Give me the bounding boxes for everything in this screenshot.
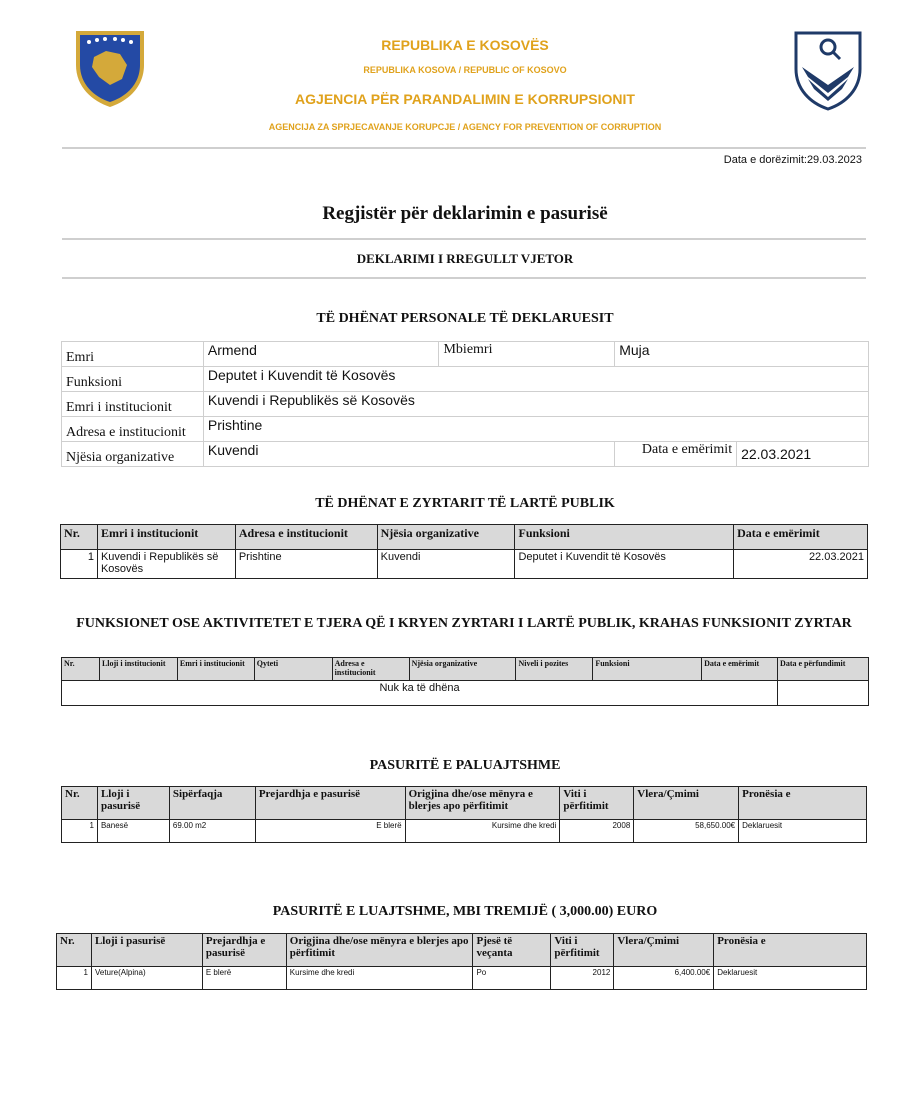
cell-acquisition-year: 2008: [560, 820, 634, 843]
col-nr: Nr.: [57, 934, 92, 967]
table-row: [57, 967, 867, 990]
document-title: Regjistër për deklarimin e pasurisë: [322, 203, 608, 224]
cell-appointment-date: 22.03.2021: [734, 550, 868, 579]
cell-nr: 1: [61, 550, 98, 579]
function-value: Deputet i Kuvendit të Kosovës: [203, 367, 868, 392]
movable-assets-section-title: PASURITË E LUAJTSHME, MBI TREMIJË ( 3,000.00) EURO: [272, 904, 658, 919]
cell-asset-type: Veture(Alpina): [91, 967, 202, 990]
col-acquisition-year: Viti i përfitimit: [551, 934, 614, 967]
address-label: Adresa e institucionit: [62, 417, 204, 442]
col-organizational-unit: Njësia organizative: [409, 658, 516, 681]
cell-asset-origin: E blerë: [255, 820, 405, 843]
agency-logo-icon: [790, 27, 866, 113]
cell-value: 58,650.00€: [634, 820, 739, 843]
unit-value: Kuvendi: [203, 442, 614, 467]
institution-label: Emri i institucionit: [62, 392, 204, 417]
institution-value: Kuvendi i Republikës së Kosovës: [203, 392, 868, 417]
kosovo-coat-of-arms-icon: [72, 27, 148, 109]
cell-nr: 1: [57, 967, 92, 990]
col-position-level: Niveli i pozites: [516, 658, 593, 681]
movable-assets-table: [56, 933, 867, 990]
col-acquisition-year: Viti i përfitimit: [560, 787, 634, 820]
subtitle-divider: [62, 277, 866, 279]
col-organizational-unit: Njësia organizative: [377, 525, 515, 550]
function-label: Funksioni: [62, 367, 204, 392]
personal-row-function: [62, 367, 869, 392]
submission-date: Data e dorëzimit:29.03.2023: [723, 154, 862, 166]
surname-value: Muja: [615, 342, 869, 367]
col-value: Vlera/Çmimi: [614, 934, 714, 967]
personal-row-institution: [62, 392, 869, 417]
name-value: Armend: [203, 342, 439, 367]
official-table-header: [61, 525, 868, 550]
no-data-cell: Nuk ka të dhëna: [62, 681, 778, 706]
col-institution-address: Adresa e institucionit: [332, 658, 409, 681]
cell-acquisition-method: Kursime dhe kredi: [286, 967, 473, 990]
personal-section-title: TË DHËNAT PERSONALE TË DEKLARUESIT: [316, 311, 614, 326]
col-institution-name: Emri i institucionit: [177, 658, 254, 681]
address-value: Prishtine: [203, 417, 868, 442]
col-appointment-date: Data e emërimit: [734, 525, 868, 550]
cell-special-parts: Po: [473, 967, 551, 990]
header-title-republic: REPUBLIKA E KOSOVËS: [381, 37, 549, 53]
other-functions-table-header: [62, 658, 869, 681]
col-value: Vlera/Çmimi: [634, 787, 739, 820]
cell-acquisition-year: 2012: [551, 967, 614, 990]
cell-value: 6,400.00€: [614, 967, 714, 990]
other-functions-section-title: FUNKSIONET OSE AKTIVITETET E TJERA QË I KRYEN ZYRTARI I LARTË PUBLIK, KRAHAS FUNKSIONIT ZYRTAR: [76, 616, 852, 631]
col-area: Sipërfaqja: [169, 787, 255, 820]
col-asset-type: Lloji i pasurisë: [91, 934, 202, 967]
table-row: [62, 681, 869, 706]
appointment-label: Data e emërimit: [615, 442, 737, 467]
cell-institution-name: Kuvendi i Republikës së Kosovës: [97, 550, 235, 579]
personal-row-name: [62, 342, 869, 367]
table-row: [61, 550, 868, 579]
appointment-value: 22.03.2021: [737, 442, 869, 467]
cell-area: 69.00 m2: [169, 820, 255, 843]
cell-function: Deputet i Kuvendit të Kosovës: [515, 550, 734, 579]
col-institution-name: Emri i institucionit: [97, 525, 235, 550]
col-special-parts: Pjesë të veçanta: [473, 934, 551, 967]
declaration-type: DEKLARIMI I RREGULLT VJETOR: [356, 251, 574, 266]
immovable-assets-section-title: PASURITË E PALUAJTSHME: [369, 758, 561, 773]
cell-acquisition-method: Kursime dhe kredi: [405, 820, 560, 843]
surname-label: Mbiemri: [439, 342, 615, 367]
col-function: Funksioni: [515, 525, 734, 550]
col-nr: Nr.: [62, 787, 98, 820]
other-functions-table: [61, 657, 869, 706]
col-nr: Nr.: [62, 658, 100, 681]
col-nr: Nr.: [61, 525, 98, 550]
col-ownership: Pronësia e: [739, 787, 867, 820]
official-data-table: [60, 524, 868, 579]
col-city: Qyteti: [254, 658, 332, 681]
col-institution-address: Adresa e institucionit: [235, 525, 377, 550]
col-end-date: Data e përfundimit: [778, 658, 869, 681]
personal-data-table: [61, 341, 869, 467]
official-section-title: TË DHËNAT E ZYRTARIT TË LARTË PUBLIK: [315, 496, 615, 511]
empty-cell: [778, 681, 869, 706]
header-title-agency-translations: AGENCIJA ZA SPRJECAVANJE KORUPCJE / AGENCY FOR PREVENTION OF CORRUPTION: [268, 122, 662, 132]
cell-asset-origin: E blerë: [202, 967, 286, 990]
title-divider: [62, 238, 866, 240]
cell-institution-address: Prishtine: [235, 550, 377, 579]
unit-label: Njësia organizative: [62, 442, 204, 467]
col-acquisition-method: Origjina dhe/ose mënyra e blerjes apo përfitimit: [286, 934, 473, 967]
cell-asset-type: Banesë: [97, 820, 169, 843]
col-asset-origin: Prejardhja e pasurisë: [202, 934, 286, 967]
cell-ownership: Deklaruesit: [714, 967, 867, 990]
name-label: Emri: [62, 342, 204, 367]
immovable-assets-table: [61, 786, 867, 843]
immovable-table-header: [62, 787, 867, 820]
personal-row-unit: [62, 442, 869, 467]
header-title-republic-translations: REPUBLIKA KOSOVA / REPUBLIC OF KOSOVO: [363, 65, 567, 75]
cell-nr: 1: [62, 820, 98, 843]
col-ownership: Pronësia e: [714, 934, 867, 967]
col-institution-type: Lloji i institucionit: [99, 658, 177, 681]
header-title-agency: AGJENCIA PËR PARANDALIMIN E KORRUPSIONIT: [295, 91, 635, 107]
col-asset-origin: Prejardhja e pasurisë: [255, 787, 405, 820]
header-divider: [62, 147, 866, 149]
table-row: [62, 820, 867, 843]
cell-organizational-unit: Kuvendi: [377, 550, 515, 579]
col-function: Funksioni: [593, 658, 702, 681]
movable-table-header: [57, 934, 867, 967]
cell-ownership: Deklaruesit: [739, 820, 867, 843]
col-asset-type: Lloji i pasurisë: [97, 787, 169, 820]
personal-row-address: [62, 417, 869, 442]
col-appointment-date: Data e emërimit: [702, 658, 778, 681]
col-acquisition-method: Origjina dhe/ose mënyra e blerjes apo përfitimit: [405, 787, 560, 820]
